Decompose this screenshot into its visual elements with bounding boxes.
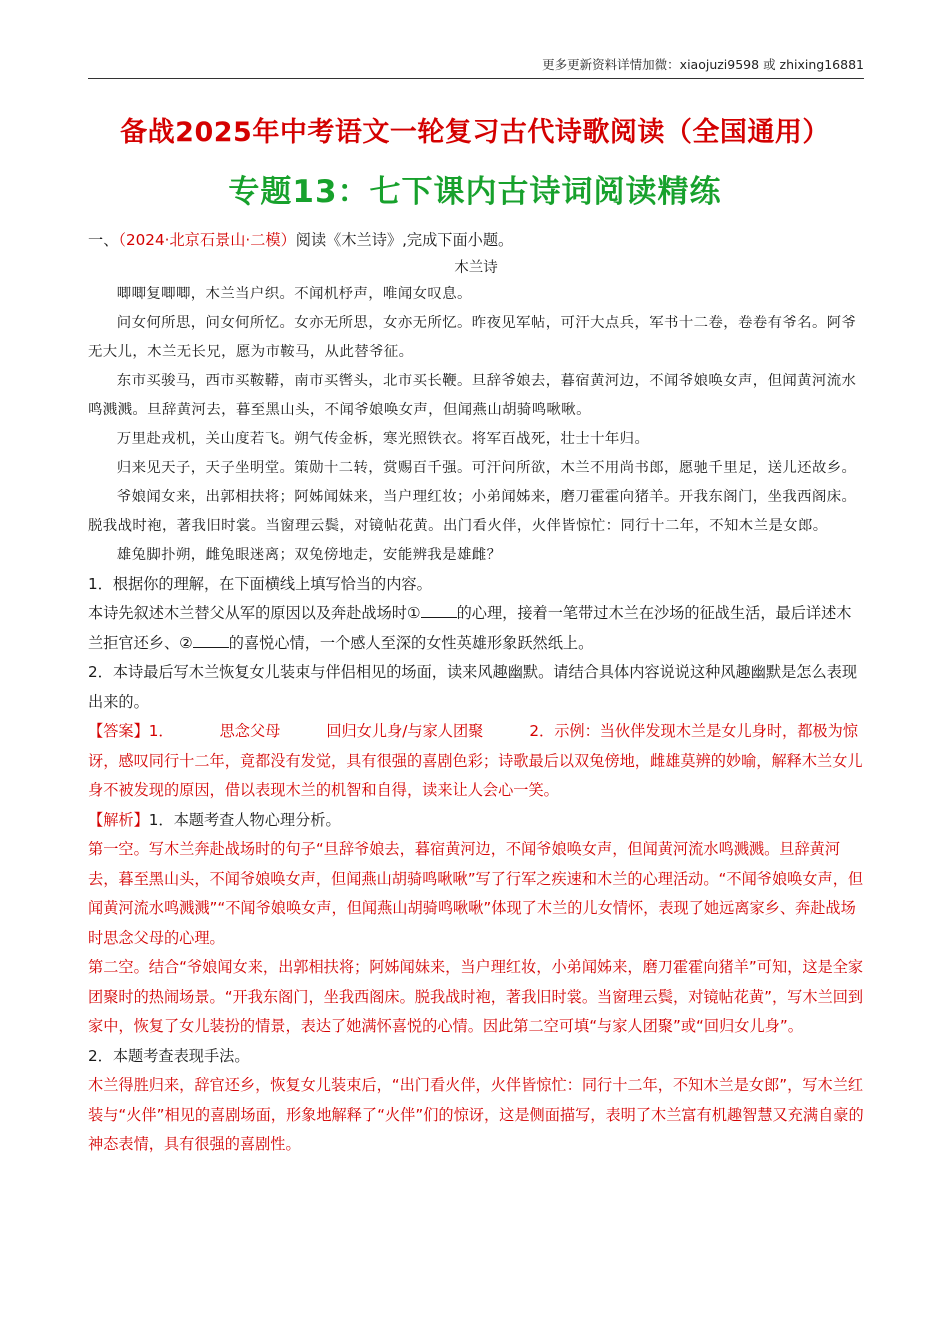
analysis-paragraph-2: 第二空。结合“爷娘闻女来，出郭相扶将；阿姊闻妹来，当户理红妆，小弟闻姊来，磨刀霍霍向猪羊”可知，这是全家团聚时的热闹场景。“开我东阁门，坐我西阁床。脱我战时袍，著我旧时裳。当窗理云鬓，对镜帖花黄”，写木兰回到家中，恢复了女儿装扮的情景，表达了她满怀喜悦的心情。因此第二空可填“与家人团聚”或“回归女儿身”。 bbox=[88, 958, 864, 1035]
poem-paragraph: 唧唧复唧唧，木兰当户织。不闻机杼声，唯闻女叹息。 bbox=[116, 285, 472, 302]
poem-paragraph: 雄兔脚扑朔，雌兔眼迷离；双兔傍地走，安能辨我是雄雌？ bbox=[116, 546, 502, 563]
poem-title: 木兰诗 bbox=[454, 259, 498, 276]
answer-rest: 2．示例：当伙伴发现木兰是女儿身时，都极为惊讶，感叹同行十二年，竟都没有发觉，具有很强的喜剧色彩；诗歌最后以双兔傍地，雌雄莫辨的妙喻，解释木兰女儿身不被发现的原因，借以表现木兰的机智和自得，读来让人会心一笑。 bbox=[88, 722, 863, 799]
question-source: （2024·北京石景山·二模） bbox=[118, 231, 296, 249]
answer-label: 【答案】 bbox=[88, 722, 149, 740]
question-heading bbox=[88, 226, 864, 256]
poem-paragraph: 问女何所思，问女何所忆。女亦无所思，女亦无所忆。昨夜见军帖，可汗大点兵，军书十二卷，卷卷有爷名。阿爷无大儿，木兰无长兄，愿为市鞍马，从此替爷征。 bbox=[88, 314, 857, 360]
answer-2: 回归女儿身/与家人团聚 bbox=[326, 722, 484, 740]
answer-1: 思念父母 bbox=[219, 722, 281, 740]
poem-paragraph: 爷娘闻女来，出郭相扶将；阿姊闻妹来，当户理红妆；小弟闻姊来，磨刀霍霍向猪羊。开我东阁门，坐我西阁床。脱我战时袍，著我旧时裳。当窗理云鬓，对镜帖花黄。出门看火伴，火伴皆惊忙：同行十二年，不知木兰是女郎。 bbox=[88, 488, 857, 534]
analysis-paragraph-1: 第一空。写木兰奔赴战场时的句子“旦辞爷娘去，暮宿黄河边，不闻爷娘唤女声，但闻黄河流水鸣溅溅。旦辞黄河去，暮至黑山头，不闻爷娘唤女声，但闻燕山胡骑鸣啾啾”写了行军之疾速和木兰的心理活动。“不闻爷娘唤女声，但闻黄河流水鸣溅溅”“不闻爷娘唤女声，但闻燕山胡骑鸣啾啾”体现了木兰的儿女情怀，表现了她远离家乡、奔赴战场时思念父母的心理。 bbox=[88, 840, 864, 947]
q1-text-a: 本诗先叙述木兰替父从军的原因以及奔赴战场时① bbox=[88, 604, 421, 622]
q1-prompt: 1．根据你的理解，在下面横线上填写恰当的内容。 bbox=[88, 574, 432, 593]
analysis-intro: 1．本题考查人物心理分析。 bbox=[148, 810, 341, 829]
answer-block bbox=[88, 717, 864, 806]
q1-text bbox=[88, 599, 864, 658]
question-number: 一、 bbox=[88, 231, 119, 249]
poem-paragraph: 东市买骏马，西市买鞍鞯，南市买辔头，北市买长鞭。旦辞爷娘去，暮宿黄河边，不闻爷娘唤女声，但闻黄河流水鸣溅溅。旦辞黄河去，暮至黑山头，不闻爷娘唤女声，但闻燕山胡骑鸣啾啾。 bbox=[88, 372, 857, 418]
q1-text-c: 的喜悦心情，一个感人至深的女性英雄形象跃然纸上。 bbox=[228, 633, 594, 652]
topic-title: 专题13：七下课内古诗词阅读精练 bbox=[228, 174, 722, 210]
document-body bbox=[88, 226, 864, 1160]
header-text: 更多更新资料详情加微：xiaojuzi9598 或 zhixing16881 bbox=[542, 57, 864, 72]
analysis-label: 【解析】 bbox=[88, 810, 149, 829]
document-title: 备战2025年中考语文一轮复习古代诗歌阅读（全国通用） bbox=[120, 117, 830, 148]
question-instruction: 阅读《木兰诗》,完成下面小题。 bbox=[295, 231, 514, 249]
q2-prompt: 2．本诗最后写木兰恢复女儿装束与伴侣相见的场面，读来风趣幽默。请结合具体内容说说这种风趣幽默是怎么表现出来的。 bbox=[88, 663, 858, 711]
analysis-heading bbox=[88, 806, 864, 836]
analysis-paragraph-3: 木兰得胜归来，辞官还乡，恢复女儿装束后，“出门看火伴，火伴皆惊忙：同行十二年，不知木兰是女郎”，写木兰红装与“火伴”相见的喜剧场面，形象地解释了“火伴”们的惊讶，这是侧面描写，表明了木兰富有机趣智慧又充满自豪的神态表情，具有很强的喜剧性。 bbox=[88, 1076, 864, 1153]
poem-paragraph: 万里赴戎机，关山度若飞。朔气传金柝，寒光照铁衣。将军百战死，壮士十年归。 bbox=[116, 430, 650, 447]
q1-blank-1 bbox=[421, 601, 457, 618]
page-header bbox=[88, 52, 864, 79]
poem-paragraph: 归来见天子，天子坐明堂。策勋十二转，赏赐百千强。可汗问所欲，木兰不用尚书郎，愿驰千里足，送儿还故乡。 bbox=[116, 459, 857, 476]
answer-number-1: 1． bbox=[148, 722, 174, 740]
analysis-intro-2: 2．本题考查表现手法。 bbox=[88, 1046, 250, 1065]
q1-blank-2 bbox=[193, 631, 229, 648]
q1-text-b: 的心理，接着一笔带过木兰在沙场的征战生活，最后详述木兰拒官还乡、② bbox=[88, 604, 852, 652]
